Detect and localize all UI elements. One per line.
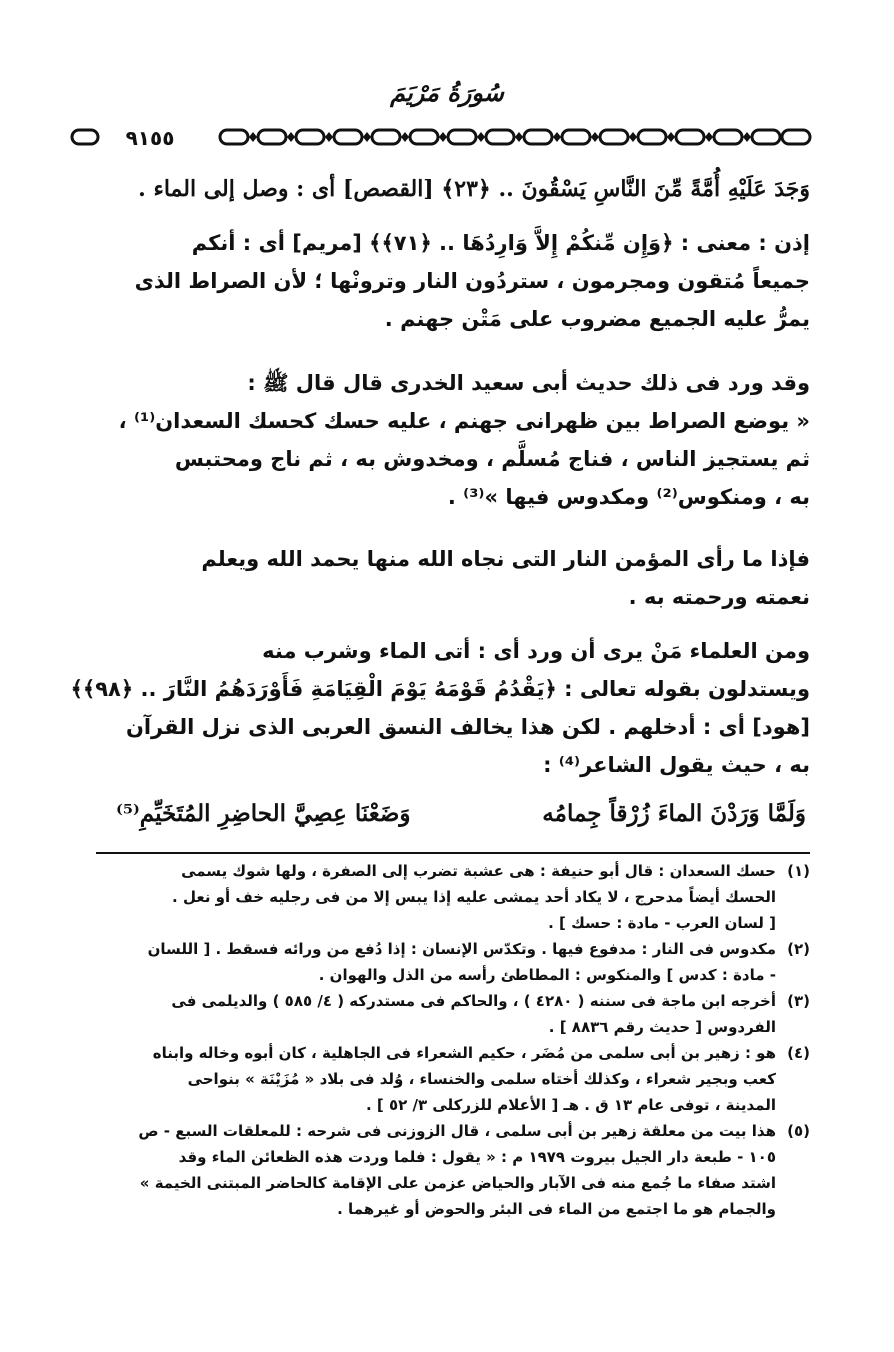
paragraph-2 [96,224,810,338]
poem-hemistich-2: وَضَعْنَا عِصِيَّ الحاضِرِ المُتَخَيِّمِ⁽⁵⁾ [116,800,411,827]
text-line: جميعاً مُتقون ومجرمون ، ستردُون النار وترونْها ؛ لأن الصراط الذى [134,269,810,293]
paragraph-3 [96,364,810,516]
footnote-text: [ لسان العرب - مادة : حسك ] . [548,914,776,932]
footnote-number: (٣) [787,992,810,1010]
text-line: يمرُّ عليه الجميع مضروب على مَتْن جهنم . [384,307,810,331]
text-line: ومن العلماء مَنْ يرى أن ورد أى : أتى الماء وشرب منه [262,639,810,663]
text-line: به ، حيث يقول الشاعر⁽⁴⁾ : [543,753,810,777]
footnote-text: حسك السعدان : قال أبو حنيفة : هى عشبة تضرب إلى الصفرة ، ولها شوك يسمى [181,862,776,880]
footnote-divider [96,852,810,854]
footnote-5 [96,1118,810,1222]
footnote-number: (٢) [787,940,810,958]
footnote-text: - مادة : كدس ] والمنكوس : المطاطئ رأسه من الذل والهوان . [318,966,776,984]
footnote-number: (٤) [787,1044,810,1062]
footnote-text: أخرجه ابن ماجة فى سننه ( ٤٢٨٠ ) ، والحاكم فى مستدركه ( ٤/ ٥٨٥ ) والديلمى فى [171,992,776,1010]
header-ornament-border [70,124,812,150]
footnote-4 [96,1040,810,1118]
footnote-3 [96,988,810,1040]
paragraph-4 [96,540,810,616]
page-number: ٩١٥٥ [100,126,200,150]
footnote-text: اشتد صفاء ما جُمع منه فى الآبار والحياض عزمن على الإقامة كالحاضر المبتنى الخيمة » [139,1174,776,1192]
paragraph-5 [70,632,810,784]
text-line: به ، ومنكوس⁽²⁾ ومكدوس فيها »⁽³⁾ . [447,485,810,509]
footnote-text: ١٠٥ - طبعة دار الجيل بيروت ١٩٧٩ م : « يقول : فلما وردت هذه الظعائن الماء وقد [178,1148,776,1166]
surah-title: سُورَةُ مَرْيَمَ [390,78,504,107]
text-line: وَجَدَ عَلَيْهِ أُمَّةً مِّنَ النَّاسِ يَسْقُونَ .. ﴿٢٣﴾ [القصص] أى : وصل إلى الماء . [138,176,810,202]
poem-hemistich-1: وَلَمَّا وَرَدْنَ الماءَ زُرْقاً جِمامُه [542,800,806,827]
footnote-text: كعب وبجير شعراء ، وكذلك أختاه سلمى والخنساء ، وُلد فى بلاد « مُزَيْنَة » بنواحى [187,1070,776,1088]
footnote-text: هو : زهير بن أبى سلمى من مُضَر ، حكيم الشعراء فى الجاهلية ، كان أبوه وخاله وابناه [152,1044,776,1062]
footnote-1 [96,858,810,936]
text-line: ويستدلون بقوله تعالى : ﴿يَقْدُمُ قَوْمَهُ يَوْمَ الْقِيَامَةِ فَأَوْرَدَهُمُ النَّارَ .. ﴿٩٨﴾﴾ [70,677,810,701]
footnote-text: الفردوس [ حديث رقم ٨٨٣٦ ] . [548,1018,776,1036]
footnote-text: المدينة ، توفى عام ١٣ ق . هـ [ الأعلام للزركلى ٣/ ٥٢ ] . [365,1096,776,1114]
poem-verse [116,800,806,840]
text-line: نعمته ورحمته به . [628,585,810,609]
footnote-number: (١) [787,862,810,880]
text-line: فإذا ما رأى المؤمن النار التى نجاه الله منها يحمد الله ويعلم [201,547,810,571]
text-line: وقد ورد فى ذلك حديث أبى سعيد الخدرى قال قال ﷺ : [247,371,810,395]
paragraph-1 [96,170,810,208]
footnote-text: والجمام هو ما اجتمع من الماء فى البئر والحوض أو غيرهما . [337,1200,776,1218]
footnote-text: هذا بيت من معلقة زهير بن أبى سلمى ، قال الزوزنى فى شرحه : للمعلقات السبع - ص [138,1122,776,1140]
footnote-2 [96,936,810,988]
footnote-text: مكدوس فى النار : مدفوع فيها . وتكدّس الإنسان : إذا دُفع من ورائه فسقط . [ اللسان [147,940,776,958]
footnote-text: الحسك أيضاً مدحرج ، لا يكاد أحد يمشى عليه إذا يبس إلا من فى رجليه خف أو نعل . [172,888,776,906]
text-line: إذن : معنى : ﴿وَإِن مِّنكُمْ إِلاَّ وَارِدُهَا .. ﴿٧١﴾﴾ [مريم] أى : أنكم [191,231,810,255]
text-line: [هود] أى : أدخلهم . لكن هذا يخالف النسق العربى الذى نزل القرآن [125,715,810,739]
footnotes [96,858,810,1222]
text-line: ثم يستجيز الناس ، فناج مُسلَّم ، ومخدوش به ، ثم ناج ومحتبس [174,447,810,471]
text-line: « يوضع الصراط بين ظهرانى جهنم ، عليه حسك كحسك السعدان⁽¹⁾ ، [118,409,810,433]
footnote-number: (٥) [787,1122,810,1140]
